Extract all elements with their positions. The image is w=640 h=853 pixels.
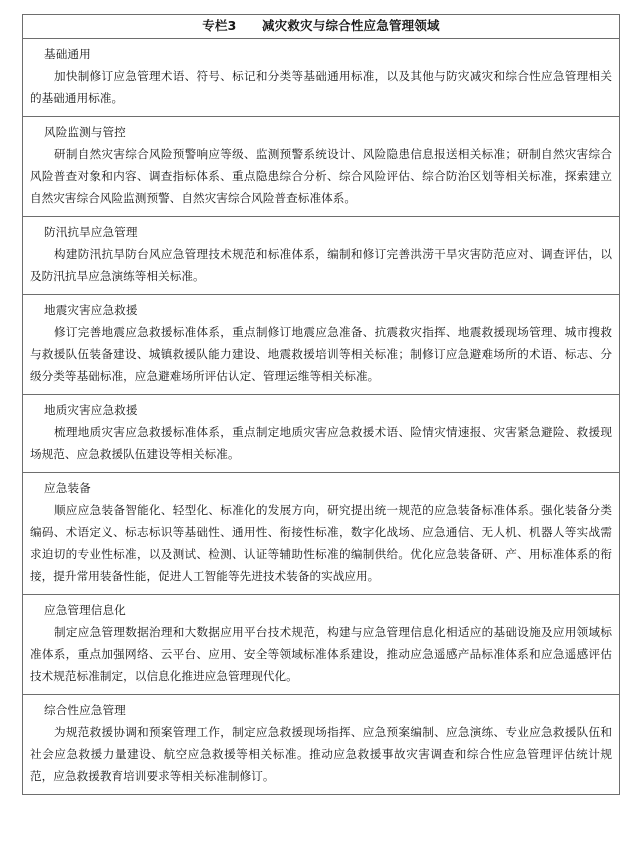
- table-row: [23, 473, 619, 595]
- section-body: 加快制修订应急管理术语、符号、标记和分类等基础通用标准，以及其他与防灾减灾和综合性应急管理相关的基础通用标准。: [30, 69, 612, 105]
- section-body: 研制自然灾害综合风险预警响应等级、监测预警系统设计、风险隐患信息报送相关标准；研制自然灾害综合风险普查对象和内容、调查指标体系、重点隐患综合分析、综合风险评估、综合防治区划等相关标准，探索建立自然灾害综合风险监测预警、自然灾害综合风险普查标准体系。: [30, 147, 612, 205]
- table-row: [23, 595, 619, 695]
- section-body: 制定应急管理数据治理和大数据应用平台技术规范，构建与应急管理信息化相适应的基础设施及应用领域标准体系，重点加强网络、云平台、应用、安全等领域标准体系建设，推动应急遥感产品标准体系和应急遥感评估技术规范标准制定，以信息化推进应急管理现代化。: [30, 625, 612, 683]
- page-title: 专栏3 减灾救灾与综合性应急管理领域: [202, 18, 440, 34]
- section-body: 修订完善地震应急救援标准体系，重点制修订地震应急准备、抗震救灾指挥、地震救援现场管理、城市搜救与救援队伍装备建设、城镇救援队能力建设、地震救援培训等相关标准；制修订应急避难场所的术语、标志、分级分类等基础标准，应急避难场所评估认定、管理运维等相关标准。: [30, 325, 612, 383]
- section-body: 梳理地质灾害应急救援标准体系，重点制定地质灾害应急救援术语、险情灾情速报、灾害紧急避险、救援现场规范、应急救援队伍建设等相关标准。: [30, 425, 612, 461]
- table-row: [23, 117, 619, 217]
- section-body: 构建防汛抗旱防台风应急管理技术规范和标准体系，编制和修订完善洪涝干旱灾害防范应对、调查评估，以及防汛抗旱应急演练等相关标准。: [30, 247, 612, 283]
- section-heading: 风险监测与管控: [44, 125, 126, 139]
- table-row: [23, 695, 619, 794]
- table-row: [23, 39, 619, 117]
- section-heading: 应急装备: [44, 481, 91, 495]
- feature-box-header: [23, 15, 619, 39]
- table-row: [23, 395, 619, 473]
- section-heading: 防汛抗旱应急管理: [44, 225, 138, 239]
- feature-box-table: [22, 14, 620, 795]
- section-body: 为规范救援协调和预案管理工作，制定应急救援现场指挥、应急预案编制、应急演练、专业应急救援队伍和社会应急救援力量建设、航空应急救援等相关标准。推动应急救援事故灾害调查和综合性应急管理评估统计规范，应急救援教育培训要求等相关标准制修订。: [30, 725, 612, 783]
- table-row: [23, 217, 619, 295]
- table-row: [23, 295, 619, 395]
- section-heading: 地质灾害应急救援: [44, 403, 138, 417]
- section-body: 顺应应急装备智能化、轻型化、标准化的发展方向，研究提出统一规范的应急装备标准体系。强化装备分类编码、术语定义、标志标识等基础性、通用性、衔接性标准，数字化战场、应急通信、无人机、机器人等实战需求迫切的专业性标准，以及测试、检测、认证等辅助性标准的编制供给。优化应急装备研、产、用标准体系的衔接，提升常用装备性能，促进人工智能等先进技术装备的实战应用。: [30, 503, 612, 583]
- section-heading: 基础通用: [44, 47, 91, 61]
- section-heading: 应急管理信息化: [44, 603, 126, 617]
- section-heading: 地震灾害应急救援: [44, 303, 138, 317]
- section-heading: 综合性应急管理: [44, 703, 126, 717]
